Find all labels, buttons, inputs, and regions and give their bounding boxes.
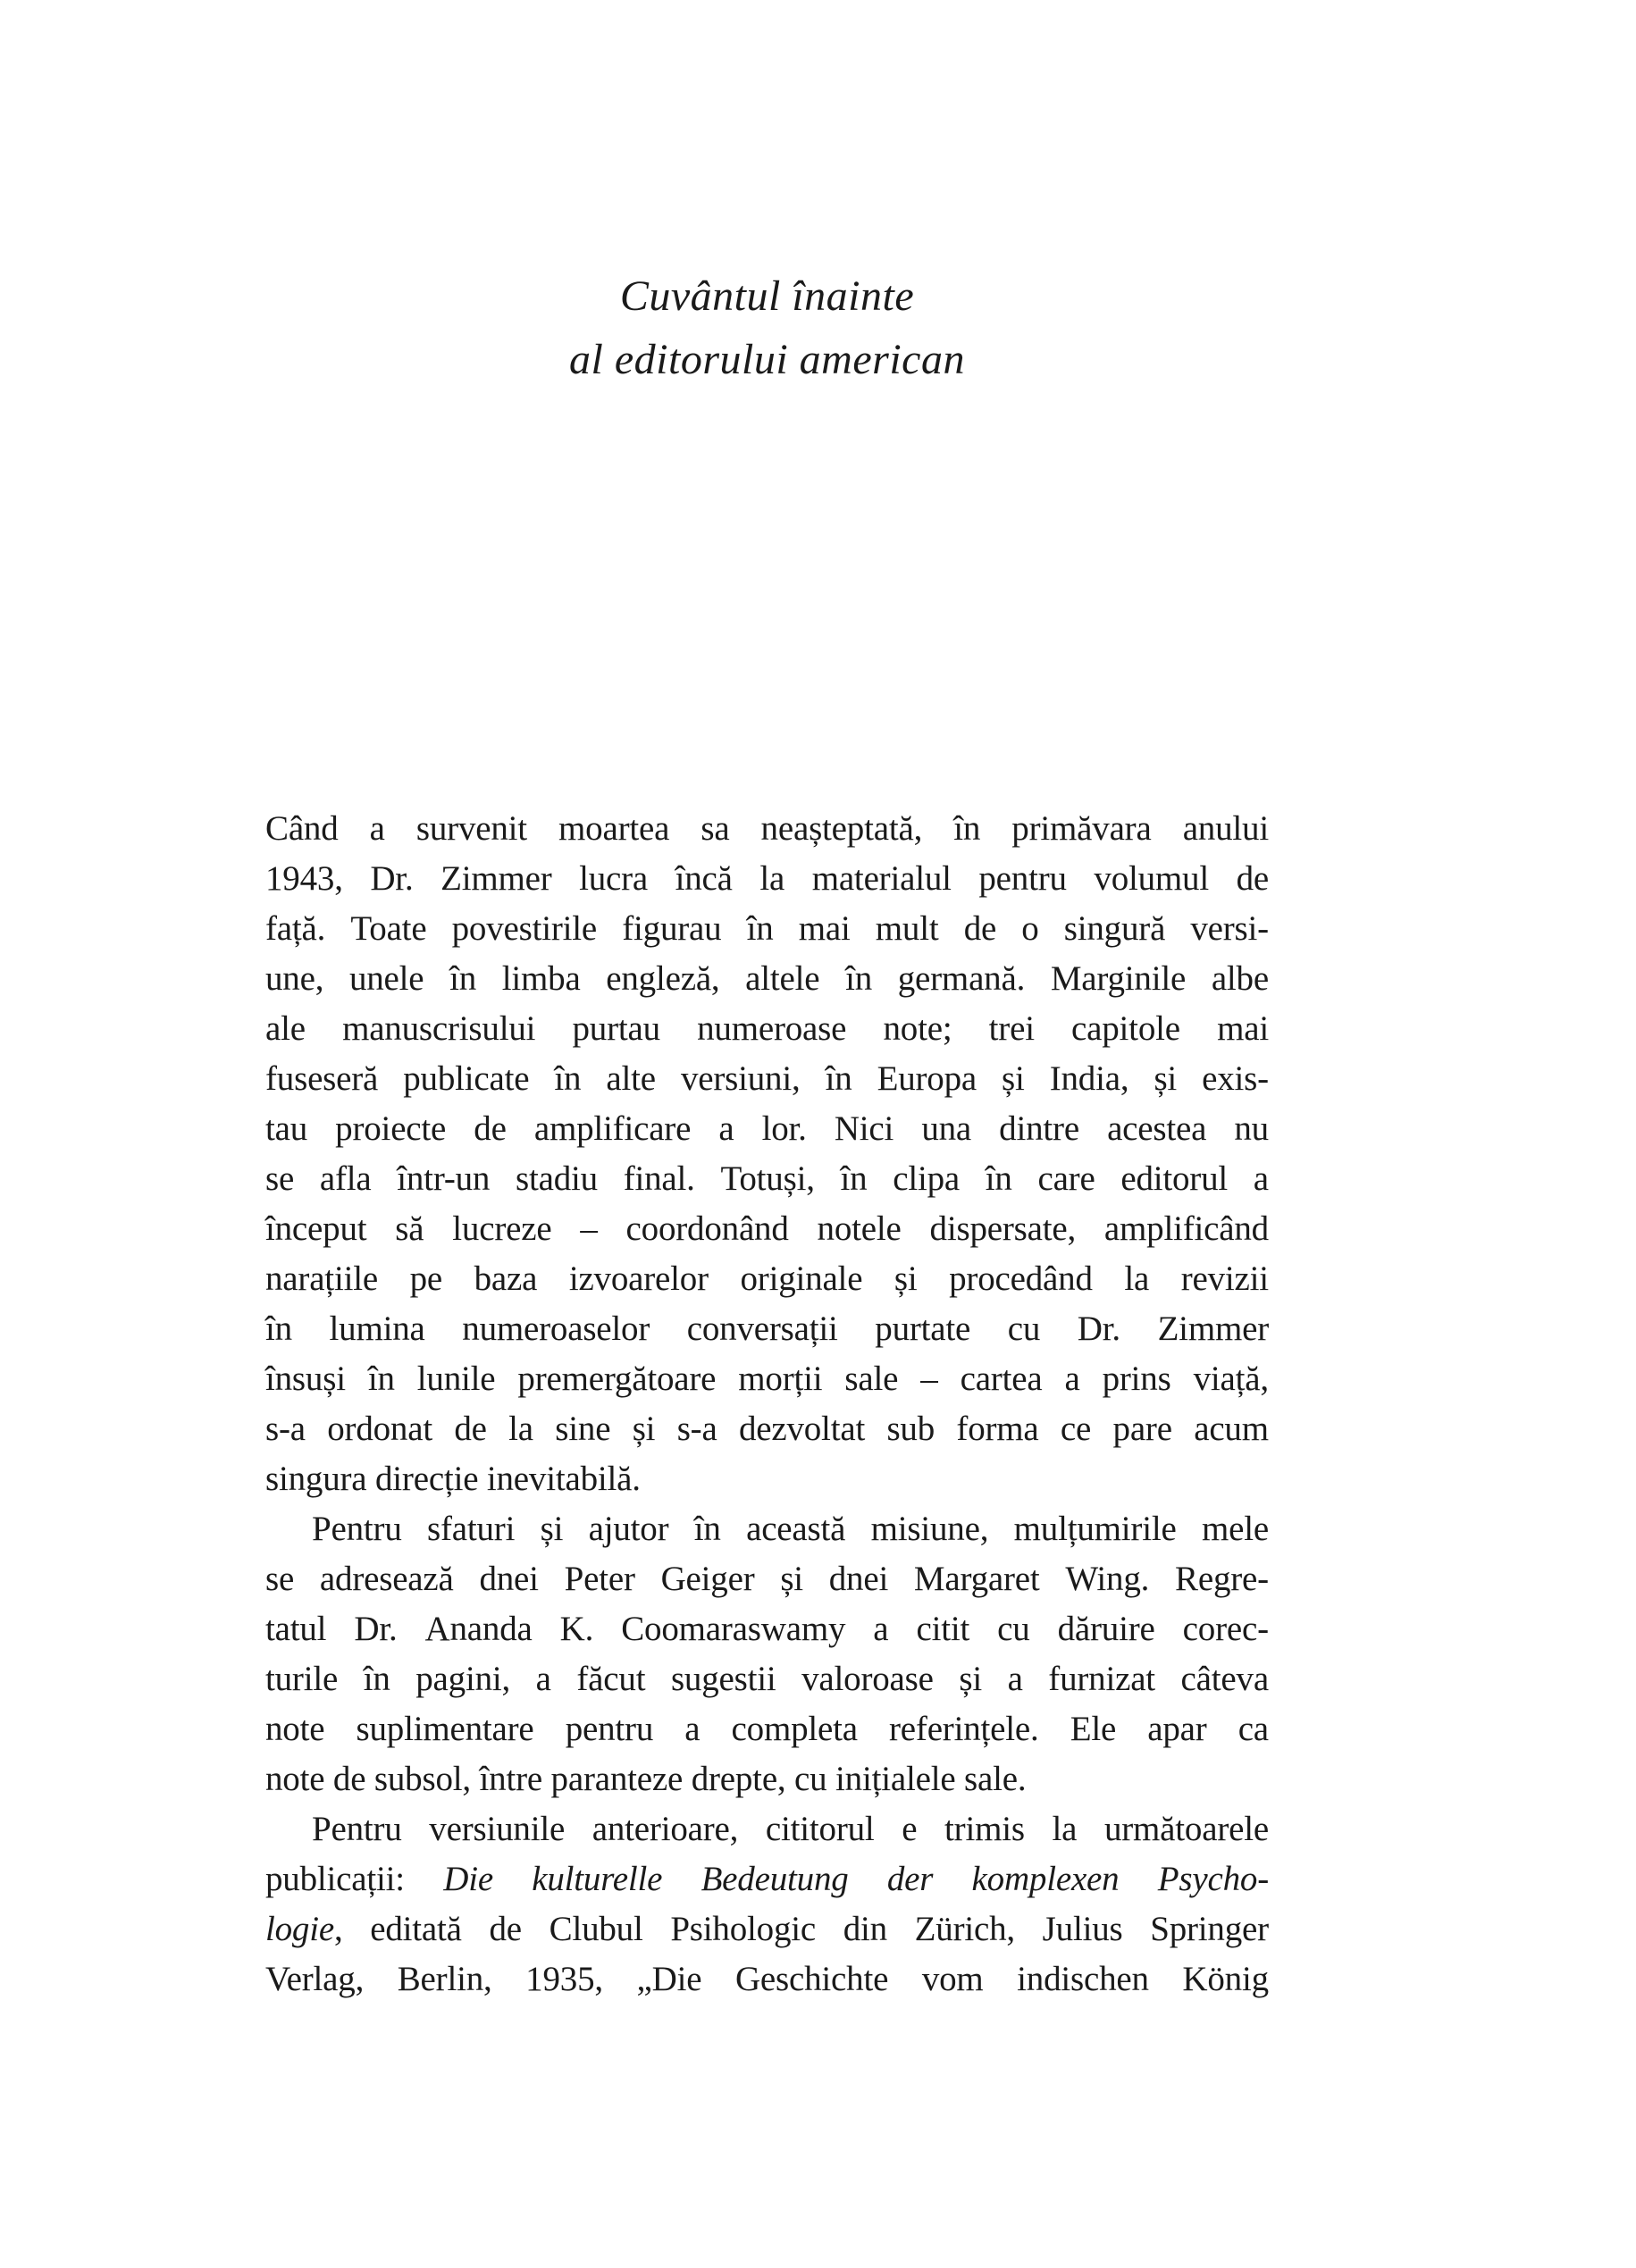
word: proiecte [335, 1109, 447, 1148]
word: într-un [397, 1159, 491, 1198]
word: dăruire [1057, 1610, 1155, 1648]
word: trimis [944, 1810, 1025, 1848]
word: originale [740, 1260, 863, 1298]
word: afla [319, 1159, 372, 1198]
word: citit [916, 1610, 970, 1648]
word: în [985, 1159, 1012, 1198]
word: India, [1049, 1059, 1129, 1098]
word: în [693, 1510, 721, 1548]
word: mai [1217, 1009, 1269, 1048]
word: alte [606, 1059, 656, 1098]
word: Europa [877, 1059, 977, 1098]
word: amplificare [533, 1109, 692, 1148]
word: indischen [1017, 1960, 1149, 1998]
word: valoroase [801, 1660, 934, 1698]
word: Psihologic [670, 1910, 816, 1948]
word: exis- [1202, 1059, 1269, 1098]
word: în [953, 809, 981, 848]
word: Dr. [370, 859, 414, 898]
word: povestirile [451, 909, 598, 948]
word: inițialele [835, 1760, 956, 1798]
word: K. [559, 1610, 594, 1648]
word: cu [997, 1610, 1030, 1648]
body-line [265, 904, 1269, 954]
word: pagini, [415, 1660, 511, 1698]
body-line [265, 1054, 1269, 1104]
word: publicate [403, 1059, 530, 1098]
word: numeroaselor [462, 1310, 650, 1348]
word: Clubul [549, 1910, 643, 1948]
chapter-title [265, 264, 1269, 391]
word: corec- [1182, 1610, 1269, 1648]
word: tatul [265, 1610, 327, 1648]
word: de [474, 1109, 507, 1148]
word: la [508, 1410, 533, 1448]
word: acestea [1107, 1109, 1207, 1148]
word: prins [1102, 1360, 1171, 1398]
word: s-a [265, 1410, 306, 1448]
word: cititorul [765, 1810, 875, 1848]
body-line [265, 1554, 1269, 1604]
word: subsol, [373, 1760, 471, 1798]
word: Dr. [1077, 1310, 1120, 1348]
word: moartea [558, 809, 670, 848]
word: a [369, 809, 385, 848]
word: și [1154, 1059, 1178, 1098]
word: față. [265, 909, 326, 948]
word: și [959, 1660, 982, 1698]
word: Berlin, [397, 1960, 492, 1998]
word: narațiile [265, 1260, 378, 1298]
word: baza [474, 1260, 538, 1298]
word: la [1124, 1260, 1150, 1298]
word: sub [886, 1410, 935, 1448]
word: clipa [893, 1159, 961, 1198]
word: una [921, 1109, 972, 1148]
word: în [554, 1059, 582, 1098]
word: completa [731, 1710, 858, 1748]
word: Zimmer [1157, 1310, 1269, 1348]
word: figurau [622, 909, 722, 948]
body-line [265, 1404, 1269, 1454]
word: engleză, [606, 959, 720, 998]
word: Wing. [1065, 1560, 1150, 1598]
word: 1935, [525, 1960, 603, 1998]
word: a [1064, 1360, 1080, 1398]
word: următoarele [1103, 1810, 1269, 1848]
word: survenit [415, 809, 527, 848]
word: pentru [565, 1710, 654, 1748]
word: și [780, 1560, 803, 1598]
word: referințele. [889, 1710, 1039, 1748]
word: sfaturi [427, 1510, 516, 1548]
word: procedând [949, 1260, 1093, 1298]
word: note; [883, 1009, 952, 1048]
word: anului [1182, 809, 1269, 848]
word: de [489, 1910, 522, 1948]
word: câteva [1180, 1660, 1269, 1698]
body-line [265, 1254, 1269, 1304]
word: și [632, 1410, 656, 1448]
word: final. [623, 1159, 695, 1198]
word: Margaret [913, 1560, 1040, 1598]
word: note [265, 1710, 325, 1748]
word: mele [1201, 1510, 1269, 1548]
word: fuseseră [265, 1059, 379, 1098]
word: une, [265, 959, 324, 998]
word: Verlag, [265, 1960, 365, 1998]
word: dezvoltat [738, 1410, 866, 1448]
word: adresează [319, 1560, 454, 1598]
word: furnizat [1048, 1660, 1155, 1698]
word: la [759, 859, 785, 898]
word: a [684, 1710, 701, 1748]
word: în [845, 959, 873, 998]
chapter-title-line2: al editorului american [569, 336, 965, 383]
word: Toate [350, 909, 427, 948]
word: Pentru [312, 1810, 402, 1848]
word: dnei [479, 1560, 539, 1598]
word: „Die [636, 1960, 702, 1998]
word: Regre- [1175, 1560, 1269, 1598]
word: Zürich, [914, 1910, 1015, 1948]
word: publicații: [265, 1860, 405, 1898]
word: sine [555, 1410, 611, 1448]
word: drepte, [691, 1760, 786, 1798]
word: în [746, 909, 774, 948]
word: apar [1147, 1710, 1207, 1748]
word: kulturelle [532, 1860, 663, 1898]
word: ale [265, 1009, 306, 1048]
word: Die [443, 1860, 493, 1898]
word: volumul [1094, 859, 1209, 898]
body-line [265, 1954, 1269, 2004]
body-line [265, 1004, 1269, 1054]
word: versiunile [429, 1810, 566, 1848]
word: Geiger [660, 1560, 755, 1598]
word: a [718, 1109, 734, 1148]
word: lor. [761, 1109, 807, 1148]
word: revizii [1180, 1260, 1269, 1298]
word: primăvara [1011, 809, 1152, 848]
word: în [363, 1660, 390, 1698]
word: purtau [572, 1009, 660, 1048]
word: limba [501, 959, 581, 998]
word: 1943, [265, 859, 343, 898]
word: premergătoare [517, 1360, 717, 1398]
word: nu [1234, 1109, 1269, 1148]
word: turile [265, 1660, 339, 1698]
word: izvoarelor [568, 1260, 709, 1298]
word: se [265, 1560, 295, 1598]
word: Totuși, [720, 1159, 815, 1198]
word: versi- [1190, 909, 1269, 948]
word: sa [701, 809, 730, 848]
word: singură [1063, 909, 1166, 948]
word: ce [1060, 1410, 1092, 1448]
word: singura [265, 1460, 367, 1498]
word: și [894, 1260, 918, 1298]
word: mulțumirile [1013, 1510, 1177, 1548]
word: și [540, 1510, 564, 1548]
body-text [265, 804, 1269, 2004]
word: notele [817, 1209, 902, 1248]
word: s-a [676, 1410, 717, 1448]
word: la [1052, 1810, 1078, 1848]
word: capitole [1071, 1009, 1180, 1048]
body-line [265, 854, 1269, 904]
word: această [746, 1510, 846, 1548]
body-line [265, 1454, 1269, 1504]
word: versiuni, [680, 1059, 801, 1098]
word: lumina [329, 1310, 425, 1348]
word: în [825, 1059, 852, 1098]
word: Ananda [424, 1610, 533, 1648]
word: König [1182, 1960, 1269, 1998]
word: și [1002, 1059, 1025, 1098]
word: note [265, 1760, 325, 1798]
word: Springer [1150, 1910, 1269, 1948]
word: paranteze [550, 1760, 684, 1798]
word: a [1007, 1660, 1023, 1698]
word: lucreze [452, 1209, 552, 1248]
word: pe [409, 1260, 442, 1298]
word: încă [675, 859, 733, 898]
body-line [265, 804, 1269, 854]
word: lunile [416, 1360, 496, 1398]
body-line [265, 1154, 1269, 1204]
word: Dr. [354, 1610, 398, 1648]
word: altele [745, 959, 820, 998]
body-line [265, 1604, 1269, 1654]
word: pare [1112, 1410, 1172, 1448]
word: acum [1194, 1410, 1269, 1448]
word: forma [956, 1410, 1039, 1448]
word: conversații [686, 1310, 838, 1348]
word: cu [1007, 1310, 1041, 1348]
word: morții [738, 1360, 823, 1398]
word: trei [988, 1009, 1035, 1048]
word: – [920, 1360, 938, 1398]
paragraph [265, 1504, 1269, 1804]
word: Pentru [312, 1510, 402, 1548]
word: mai [798, 909, 851, 948]
word: lucra [579, 859, 649, 898]
word: Peter [564, 1560, 635, 1598]
word: germană. [897, 959, 1026, 998]
word: început [265, 1209, 367, 1248]
word: unele [348, 959, 424, 998]
word: în [265, 1310, 292, 1348]
body-line [265, 1754, 1269, 1804]
paragraph [265, 1804, 1269, 2004]
word: a [873, 1610, 889, 1648]
word: dintre [999, 1109, 1079, 1148]
body-line [265, 1204, 1269, 1254]
chapter-title-line1: Cuvântul înainte [619, 272, 915, 320]
word: de [1236, 859, 1269, 898]
word: o [1021, 909, 1039, 948]
word: misiune, [870, 1510, 989, 1548]
word: pentru [978, 859, 1067, 898]
word: Julius [1042, 1910, 1123, 1948]
word: cu [794, 1760, 827, 1798]
word: neașteptată, [760, 809, 923, 848]
word: însuși [265, 1360, 346, 1398]
word: purtate [875, 1310, 971, 1348]
word: vom [921, 1960, 984, 1998]
word: făcut [576, 1660, 646, 1698]
body-line [265, 1804, 1269, 1854]
word: tau [265, 1109, 308, 1148]
word: Nici [834, 1109, 894, 1148]
body-line [265, 1654, 1269, 1704]
word: de [454, 1410, 487, 1448]
word: logie, [265, 1910, 343, 1948]
body-line [265, 1504, 1269, 1554]
word: mult [875, 909, 939, 948]
word: editorul [1120, 1159, 1229, 1198]
word: ordonat [327, 1410, 432, 1448]
word: Când [265, 809, 339, 848]
word: viață, [1193, 1360, 1269, 1398]
word: der [886, 1860, 934, 1898]
word: – [580, 1209, 598, 1248]
body-line [265, 1304, 1269, 1354]
word: Bedeutung [701, 1860, 849, 1898]
word: sale. [964, 1760, 1027, 1798]
word: Zimmer [440, 859, 552, 898]
body-line [265, 1104, 1269, 1154]
word: anterioare, [591, 1810, 739, 1848]
word: între [479, 1760, 542, 1798]
word: ajutor [588, 1510, 669, 1548]
word: amplificând [1103, 1209, 1269, 1248]
word: e [902, 1810, 918, 1848]
word: sugestii [670, 1660, 776, 1698]
word: albe [1211, 959, 1269, 998]
word: dispersate, [929, 1209, 1077, 1248]
word: Ele [1070, 1710, 1117, 1748]
word: suplimentare [356, 1710, 534, 1748]
word: de [332, 1760, 366, 1798]
word: sale [844, 1360, 899, 1398]
word: Marginile [1050, 959, 1187, 998]
word: care [1037, 1159, 1095, 1198]
word: materialul [811, 859, 952, 898]
body-line [265, 1904, 1269, 1954]
word: cartea [960, 1360, 1043, 1398]
word: dnei [828, 1560, 889, 1598]
word: Psycho- [1157, 1860, 1269, 1898]
word: de [963, 909, 997, 948]
word: se [265, 1159, 295, 1198]
paragraph [265, 804, 1269, 1504]
word: în [840, 1159, 868, 1198]
word: în [449, 959, 477, 998]
word: komplexen [971, 1860, 1120, 1898]
word: ca [1237, 1710, 1269, 1748]
word: Geschichte [734, 1960, 889, 1998]
word: inevitabilă. [486, 1460, 641, 1498]
word: stadiu [515, 1159, 598, 1198]
word: coordonând [625, 1209, 789, 1248]
word: în [367, 1360, 395, 1398]
word: a [1253, 1159, 1269, 1198]
word: manuscrisului [342, 1009, 536, 1048]
word: numeroase [697, 1009, 847, 1048]
body-line [265, 954, 1269, 1004]
word: editată [370, 1910, 462, 1948]
word: să [395, 1209, 424, 1248]
word: din [843, 1910, 887, 1948]
body-line [265, 1704, 1269, 1754]
body-line [265, 1354, 1269, 1404]
body-line [265, 1854, 1269, 1904]
word: Coomaraswamy [621, 1610, 846, 1648]
word: direcție [374, 1460, 479, 1498]
word: a [535, 1660, 551, 1698]
